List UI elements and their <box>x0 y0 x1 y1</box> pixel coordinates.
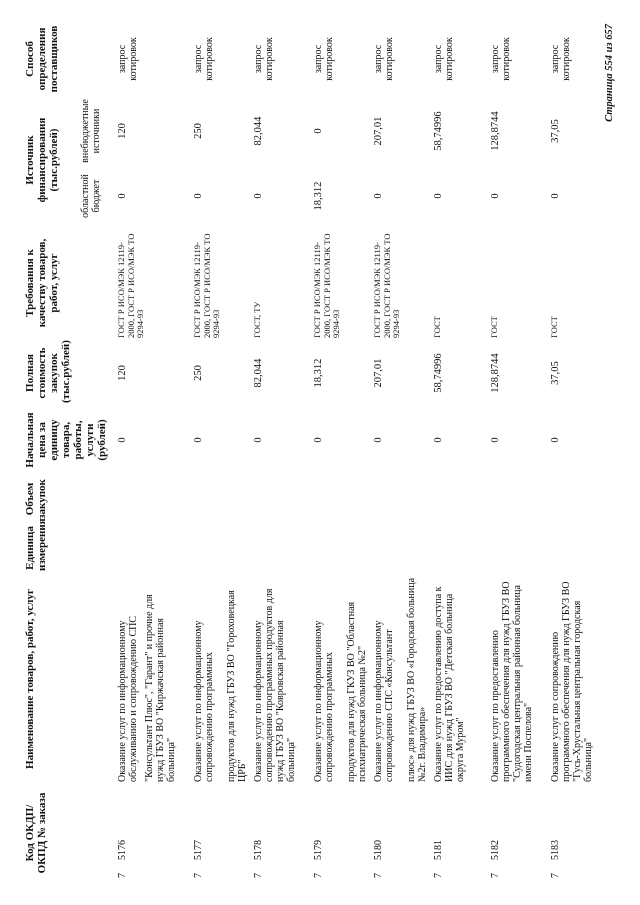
extra-budget-cell: 82,044 <box>253 116 264 146</box>
order-number: 5183 <box>550 840 561 860</box>
line-number: 7 <box>433 873 444 878</box>
total-cost-cell: 128,8744 <box>490 353 501 393</box>
regional-budget-cell: 0 <box>117 193 128 199</box>
requirements-cell: ГОСТ Р ИСО/МЭК 12119-2000, ГОСТ Р ИСО/МЭК ТО 9294-93 <box>192 233 221 338</box>
unit-price-cell: 0 <box>117 437 128 443</box>
requirements-cell: ГОСТ <box>549 316 559 338</box>
total-cost-cell: 58,74996 <box>433 353 444 393</box>
order-number: 5178 <box>253 840 264 860</box>
unit-price-cell: 0 <box>550 437 561 443</box>
header-code: Код ОКДП/ ОКПД № заказа <box>24 792 48 874</box>
order-code-cell <box>310 785 370 881</box>
table-row <box>114 23 190 881</box>
item-name: Оказание услуг по предоставлению программного обеспечения для нужд ГБУЗ ВО "Судогодская центральная районная больница имени Поспелова" <box>490 581 534 782</box>
extra-budget-cell: 207,01 <box>373 116 384 146</box>
extra-budget-cell: 120 <box>117 123 128 139</box>
line-number: 7 <box>373 873 384 878</box>
procurement-plan-table <box>22 23 607 881</box>
table-row <box>430 23 487 881</box>
extra-budget-cell: 0 <box>313 128 324 134</box>
item-name-cell <box>310 573 370 785</box>
table-row <box>487 23 547 881</box>
item-name: Оказание услуг по предоставлению доступа к ИИС для нужд ГБУЗ ВО "Детская больница округа Муром" <box>433 586 466 782</box>
extra-budget-cell: 37,05 <box>550 119 561 143</box>
line-number: 7 <box>490 873 501 878</box>
volume-cell <box>487 475 547 523</box>
volume-cell <box>370 475 430 523</box>
item-name: Оказание услуг по информационному сопровождению программных продуктов для нужд ГБУЗ ВО "Ковровская районная больница" <box>253 588 297 782</box>
regional-budget-cell: 0 <box>490 193 501 199</box>
unit-price-cell: 0 <box>433 437 444 443</box>
total-cost-cell: 250 <box>193 365 204 381</box>
requirements-cell: ГОСТ, ТУ <box>252 301 262 338</box>
unit-price-cell: 0 <box>253 437 264 443</box>
header-unit: Единица измерения <box>24 518 48 571</box>
line-number: 7 <box>253 873 264 878</box>
item-name-cell <box>114 573 190 785</box>
order-code-cell <box>487 785 547 881</box>
total-cost-cell: 18,312 <box>313 358 324 388</box>
unit-cell <box>430 523 487 573</box>
order-number: 5179 <box>313 840 324 860</box>
header-requirements: Требования к качеству товаров, работ, услуг <box>24 238 60 328</box>
item-name-cell <box>250 573 310 785</box>
order-code-cell <box>547 785 607 881</box>
method-cell: запрос котировок <box>490 37 512 81</box>
header-volume: Объем закупок <box>24 479 48 519</box>
item-name-tail: плюс» для нужд ГБУЗ ВО «Городская больница №2г. Владимира» <box>406 577 428 782</box>
regional-budget-cell: 18,312 <box>313 181 324 211</box>
table-row <box>370 23 430 881</box>
total-cost-cell: 207,01 <box>373 358 384 388</box>
extra-budget-cell: 58,74996 <box>433 111 444 151</box>
item-name: Оказание услуг по информационному сопровождению СПС «Консультант <box>373 620 395 782</box>
regional-budget-cell: 0 <box>373 193 384 199</box>
item-name-tail: продуктов для нужд ГБУЗ ВО "Гороховецкая ЦРБ" <box>226 590 248 782</box>
regional-budget-cell: 0 <box>193 193 204 199</box>
line-number: 7 <box>313 873 324 878</box>
total-cost-cell: 37,05 <box>550 361 561 385</box>
requirements-cell: ГОСТ Р ИСО/МЭК 12119-2000, ГОСТ Р ИСО/МЭК ТО 9294-93 <box>116 233 145 338</box>
table-row <box>190 23 250 881</box>
unit-cell <box>310 523 370 573</box>
volume-cell <box>190 475 250 523</box>
line-number: 7 <box>550 873 561 878</box>
order-number: 5182 <box>490 840 501 860</box>
total-cost-cell: 120 <box>117 365 128 381</box>
item-name-cell <box>487 573 547 785</box>
table-body <box>114 23 607 881</box>
header-financing: Источник финансирования (тыс.рублей) <box>24 117 60 203</box>
order-code-cell <box>114 785 190 881</box>
line-number: 7 <box>117 873 128 878</box>
item-name-cell <box>190 573 250 785</box>
item-name: Оказание услуг по сопровождению программного обеспечения для нужд ГБУЗ ВО "Гусь-Хрустальная центральная городская больница" <box>550 581 594 782</box>
extra-budget-cell: 128,8744 <box>490 111 501 151</box>
item-name: Оказание услуг по информационному обслуживанию и сопровождению СПС <box>117 615 139 782</box>
volume-cell <box>114 475 190 523</box>
item-name-cell <box>430 573 487 785</box>
total-cost-cell: 82,044 <box>253 358 264 388</box>
page-number: Страница 554 из 657 <box>604 24 615 122</box>
method-cell: запрос котировок <box>313 37 335 81</box>
method-cell: запрос котировок <box>193 37 215 81</box>
order-number: 5181 <box>433 840 444 860</box>
method-cell: запрос котировок <box>373 37 395 81</box>
unit-cell <box>250 523 310 573</box>
header-unit-price: Начальная цена за единицу товара, работы, услуги (рублей) <box>24 412 108 468</box>
header-name: Наименование товаров, работ, услуг <box>24 589 36 769</box>
extra-budget-cell: 250 <box>193 123 204 139</box>
requirements-cell: ГОСТ <box>489 316 499 338</box>
requirements-cell: ГОСТ Р ИСО/МЭК 12119-2000, ГОСТ Р ИСО/МЭК ТО 9294-93 <box>372 233 401 338</box>
volume-cell <box>310 475 370 523</box>
unit-cell <box>487 523 547 573</box>
method-cell: запрос котировок <box>117 37 139 81</box>
item-name-tail: продуктов для нужд ГКУЗ ВО "Областная психиатрическая больница №2" <box>346 601 368 782</box>
order-number: 5176 <box>117 840 128 860</box>
volume-cell <box>430 475 487 523</box>
item-name-continued: "Консультант Плюс", "Гарант" и прочие для нужд ГБУЗ ВО "Киржачская районная больница" <box>144 594 177 782</box>
header-total: Полная стоимость закупок (тыс.рублей) <box>24 340 72 403</box>
table-header <box>22 23 114 881</box>
unit-price-cell: 0 <box>193 437 204 443</box>
table-row <box>310 23 370 881</box>
unit-price-cell: 0 <box>373 437 384 443</box>
item-name: Оказание услуг по информационному сопровождению программных <box>313 620 335 782</box>
unit-cell <box>370 523 430 573</box>
regional-budget-cell: 0 <box>253 193 264 199</box>
header-financing-extra: внебюджетные источники <box>79 99 102 163</box>
header-method: Способ определения поставщиков <box>24 25 60 93</box>
order-number: 5177 <box>193 840 204 860</box>
volume-cell <box>547 475 607 523</box>
item-name-cell <box>370 573 430 785</box>
unit-cell <box>547 523 607 573</box>
requirements-cell: ГОСТ Р ИСО/МЭК 12119-2000, ГОСТ Р ИСО/МЭК ТО 9294-93 <box>312 233 341 338</box>
method-cell: запрос котировок <box>253 37 275 81</box>
order-number: 5180 <box>373 840 384 860</box>
regional-budget-cell: 0 <box>550 193 561 199</box>
table-row <box>250 23 310 881</box>
regional-budget-cell: 0 <box>433 193 444 199</box>
unit-price-cell: 0 <box>490 437 501 443</box>
requirements-cell: ГОСТ <box>432 316 442 338</box>
unit-cell <box>190 523 250 573</box>
unit-price-cell: 0 <box>313 437 324 443</box>
header-financing-regional: областной бюджет <box>79 174 102 218</box>
method-cell: запрос котировок <box>433 37 455 81</box>
order-code-cell <box>250 785 310 881</box>
method-cell: запрос котировок <box>550 37 572 81</box>
order-code-cell <box>430 785 487 881</box>
order-code-cell <box>190 785 250 881</box>
line-number: 7 <box>193 873 204 878</box>
order-code-cell <box>370 785 430 881</box>
unit-cell <box>114 523 190 573</box>
item-name: Оказание услуг по информационному сопровождению программных <box>193 620 215 782</box>
table-row <box>547 23 607 881</box>
item-name-cell <box>547 573 607 785</box>
volume-cell <box>250 475 310 523</box>
